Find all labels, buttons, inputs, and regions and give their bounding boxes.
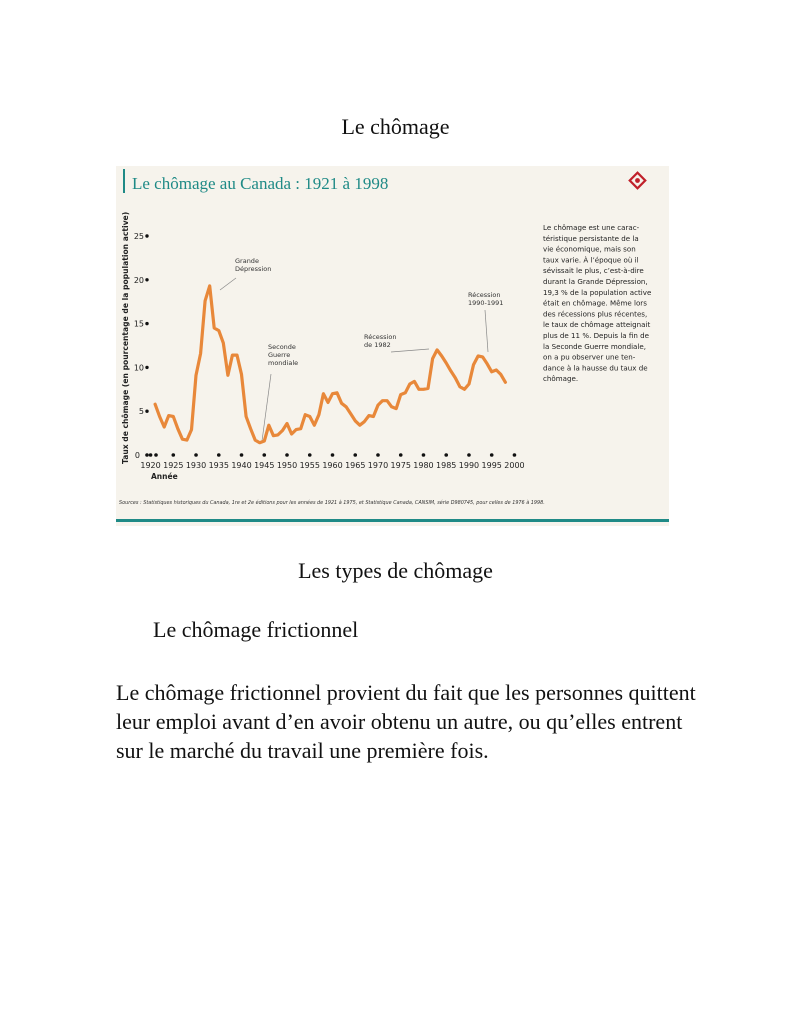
annotation-label: Récession	[364, 333, 397, 341]
x-tick-label: 1930	[185, 461, 207, 470]
series-line-unemployment	[155, 286, 505, 443]
caption-line: taux varie. À l’époque où il	[543, 255, 639, 265]
x-tick-mark	[240, 453, 244, 457]
x-tick-mark	[331, 453, 335, 457]
figure-caption	[543, 223, 651, 383]
x-tick-label: 1940	[231, 461, 252, 470]
x-tick-mark	[154, 453, 158, 457]
y-axis-label: Taux de chômage (en pourcentage de la population active)	[121, 211, 130, 464]
annotations	[220, 257, 503, 441]
x-axis-label: Année	[151, 472, 178, 481]
y-tick-mark	[145, 278, 148, 281]
annotation-label: Seconde	[268, 343, 296, 351]
caption-line: 19,3 % de la population active	[543, 287, 652, 297]
x-tick-mark	[376, 453, 380, 457]
annotation-leader	[220, 278, 236, 290]
x-tick-label: 1975	[390, 461, 411, 470]
caption-line: le taux de chômage atteignait	[543, 320, 651, 330]
annotation-label: Dépression	[235, 265, 272, 273]
caption-line: Le chômage est une carac-	[543, 223, 640, 232]
title-accent-bar	[123, 169, 125, 193]
x-tick-label: 1965	[345, 461, 366, 470]
x-tick-mark	[194, 453, 198, 457]
caption-line: chômage.	[543, 374, 579, 384]
annotation-leader	[391, 349, 429, 352]
x-tick-label: 1925	[163, 461, 184, 470]
x-tick-label: 1955	[299, 461, 320, 470]
annotation-label: Grande	[235, 257, 259, 265]
x-tick-mark	[490, 453, 494, 457]
x-tick-mark	[444, 453, 448, 457]
chart-title: Le chômage au Canada : 1921 à 1998	[132, 174, 389, 193]
y-tick-label: 5	[138, 407, 144, 417]
caption-line: la Seconde Guerre mondiale,	[543, 341, 646, 351]
x-tick-label: 1935	[208, 461, 229, 470]
annotation-leader	[485, 310, 488, 352]
y-tick-label: 0	[134, 451, 140, 460]
x-tick-label: 1970	[367, 461, 389, 470]
caption-line: on a pu observer une ten-	[543, 352, 636, 362]
y-tick-mark	[145, 366, 148, 369]
y-tick-label: 25	[133, 232, 144, 241]
x-tick-label: 1945	[254, 461, 275, 470]
x-tick-mark	[353, 453, 357, 457]
annotation-label: mondiale	[268, 359, 299, 367]
x-tick-label: 1995	[481, 461, 502, 470]
x-tick-label: 1950	[276, 461, 298, 470]
x-tick-mark	[308, 453, 312, 457]
x-tick-mark	[422, 453, 426, 457]
caption-line: des récessions plus récentes,	[543, 309, 648, 319]
x-tick-mark	[513, 453, 517, 457]
section-title: Les types de chômage	[298, 558, 493, 583]
y-tick-mark	[145, 322, 148, 325]
x-tick-label: 1990	[458, 461, 480, 470]
y-tick-label: 15	[133, 319, 144, 329]
annotation-label: 1990-1991	[468, 299, 504, 307]
page-title: Le chômage	[341, 114, 450, 139]
bottom-accent-bar	[116, 519, 669, 522]
caption-line: était en chômage. Même lors	[543, 298, 647, 308]
x-ticks	[140, 461, 524, 470]
logo-icon	[630, 173, 646, 189]
x-tick-label: 2000	[504, 461, 525, 470]
caption-line: dance à la hausse du taux de	[543, 363, 648, 373]
y-ticks	[134, 232, 149, 460]
chart-figure	[116, 166, 669, 526]
x-tick-label: 1985	[436, 461, 457, 470]
x-tick-mark	[217, 453, 221, 457]
caption-line: durant la Grande Dépression,	[543, 277, 648, 286]
y-tick-mark	[145, 410, 148, 413]
annotation-label: Guerre	[268, 351, 291, 359]
y-tick-label: 20	[133, 275, 144, 285]
x-tick-mark	[145, 453, 149, 457]
annotation-label: de 1982	[364, 341, 391, 349]
caption-line: téristique persistante de la	[543, 233, 639, 243]
x-tick-label: 1960	[322, 461, 343, 470]
x-tick-mark	[262, 453, 266, 457]
x-tick-mark	[467, 453, 471, 457]
x-tick-mark	[149, 453, 153, 457]
y-tick-label: 10	[133, 363, 144, 373]
x-tick-mark	[171, 453, 175, 457]
caption-line: sévissait le plus, c’est-à-dire	[543, 266, 644, 276]
x-tick-mark	[399, 453, 403, 457]
x-tick-label: 1980	[413, 461, 434, 470]
caption-line: vie économique, mais son	[543, 244, 636, 254]
subsection-title: Le chômage frictionnel	[153, 617, 359, 642]
x-tick-label: 1920	[140, 461, 161, 470]
annotation-label: Récession	[468, 291, 501, 299]
figure-source: Sources : Statistiques historiques du Canada, 1re et 2e éditions pour les années de 1921 à 1975, et Statistique Canada, CANSIM, série D980745, pour celles de 1976 à 1998.	[119, 500, 545, 506]
x-tick-mark	[285, 453, 289, 457]
chart-svg	[116, 166, 669, 526]
y-tick-mark	[145, 234, 148, 237]
caption-line: plus de 11 %. Depuis la fin de	[543, 331, 649, 340]
body-paragraph: Le chômage frictionnel provient du fait que les personnes quittent leur emploi avant d’en avoir obtenu un autre, ou qu’elles entrent sur le marché du travail une première fois.	[116, 680, 696, 763]
x-axis-dots	[145, 453, 516, 457]
